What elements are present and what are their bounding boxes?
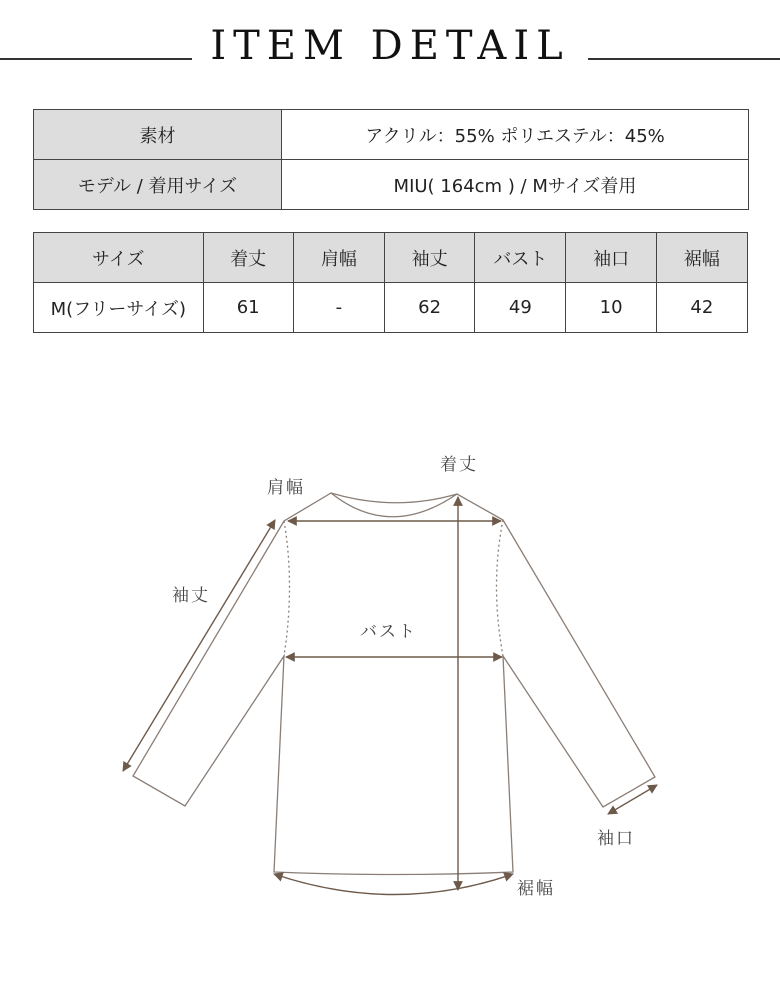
length-label: 着丈 [440,455,478,475]
cuff-label: 袖口 [597,829,635,849]
garment-outline [133,493,655,875]
header-cuff: 袖口 [566,233,656,283]
hem-arrow [274,874,513,895]
size-header-row [34,233,748,283]
measurement-arrows [123,497,657,895]
table-row [34,110,749,160]
armhole-right [497,520,504,656]
page-title: ITEM DETAIL [210,23,570,69]
title-rule-left [0,58,192,60]
material-label: 素材 [34,110,282,160]
model-size-value: MIU( 164cm ) / Mサイズ着用 [282,160,749,210]
cell-shoulder: - [293,283,384,333]
cell-hem: 42 [656,283,747,333]
cell-length: 61 [203,283,293,333]
armhole-left [284,521,290,656]
table-row [34,283,748,333]
model-size-label: モデル / 着用サイズ [34,160,282,210]
header-bust: バスト [475,233,566,283]
sleeve-arrow [123,520,275,771]
header-size: サイズ [34,233,204,283]
cell-size: M(フリーサイズ) [34,283,204,333]
header-hem: 裾幅 [656,233,747,283]
sleeve-label: 袖丈 [172,586,210,606]
collar-line [331,493,457,503]
title-rule-right [588,58,780,60]
header-length: 着丈 [203,233,293,283]
title-bar [0,14,780,74]
measurement-diagram [0,430,780,910]
cell-cuff: 10 [566,283,656,333]
header-sleeve: 袖丈 [384,233,474,283]
size-table [33,232,748,333]
bust-label: バスト [360,622,417,642]
material-value: アクリル：55% ポリエステル：45% [282,110,749,160]
shoulder-label: 肩幅 [267,478,305,498]
cell-bust: 49 [475,283,566,333]
hem-label: 裾幅 [517,879,555,899]
cell-sleeve: 62 [384,283,474,333]
material-table [33,109,749,210]
table-row [34,160,749,210]
header-shoulder: 肩幅 [293,233,384,283]
garment-body-outline [133,493,655,875]
